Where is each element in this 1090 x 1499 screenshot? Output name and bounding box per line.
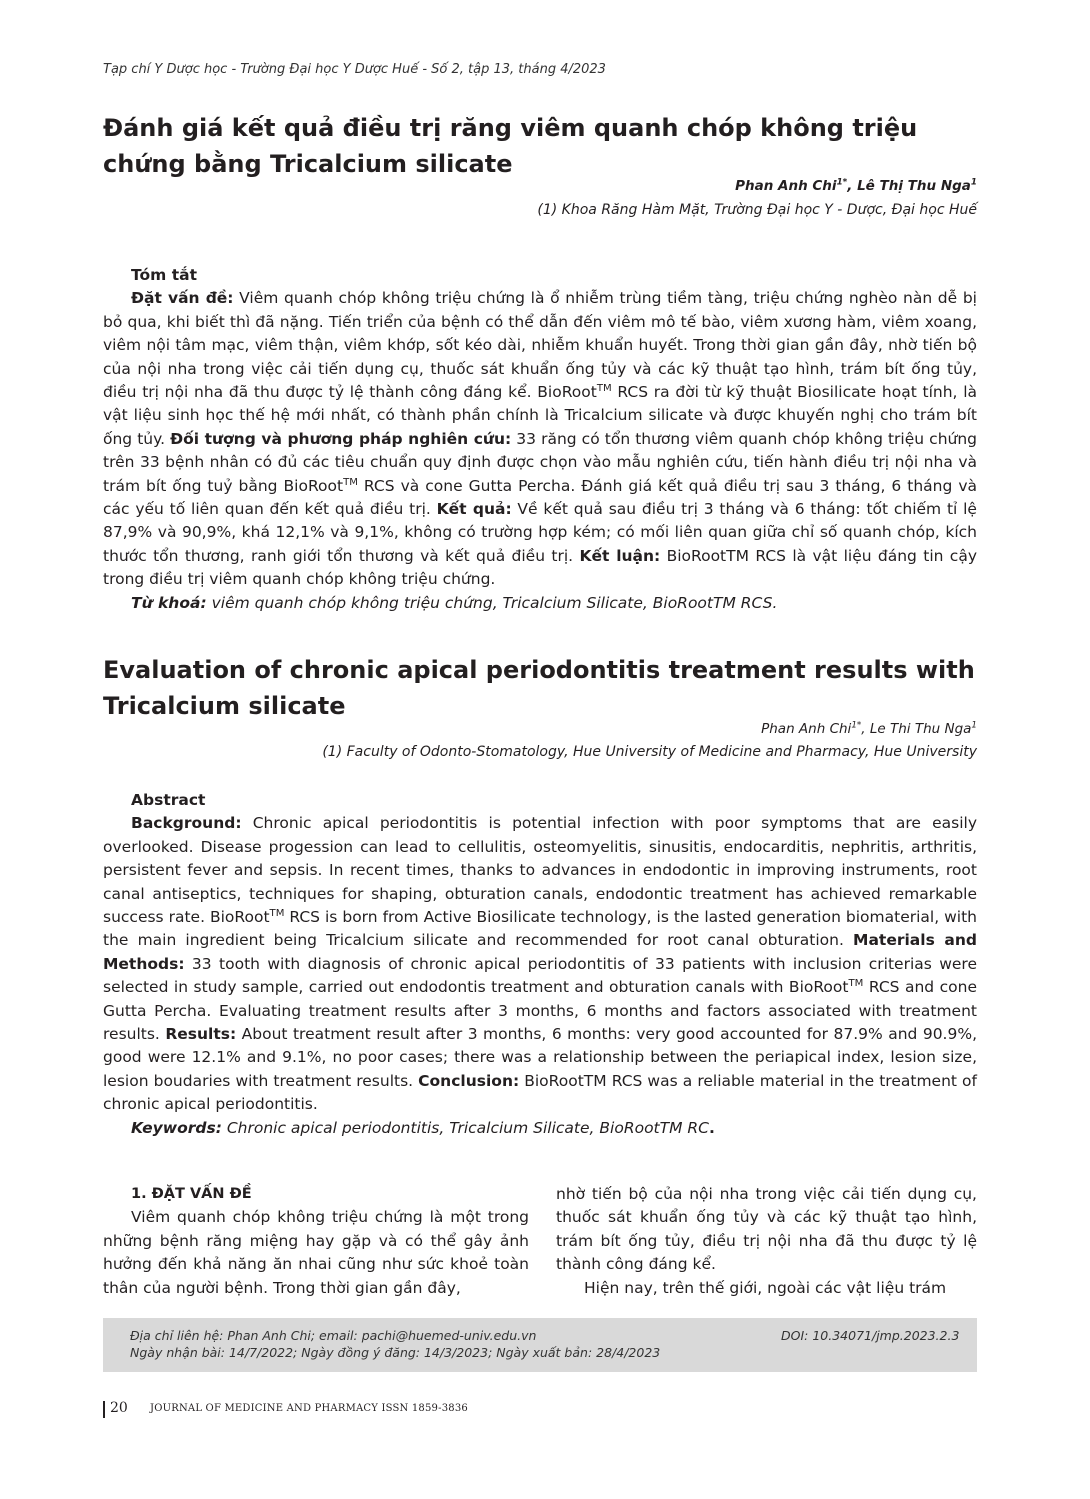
abstract-heading-en: Abstract: [131, 791, 206, 809]
article-dates: Ngày nhận bài: 14/7/2022; Ngày đồng ý đăng: 14/3/2023; Ngày xuất bản: 28/4/2023: [130, 1345, 661, 1360]
author-name-2: , Lê Thị Thu Nga: [847, 178, 971, 194]
author-sup-en: 1*: [851, 720, 862, 731]
keywords-label-vn: Từ khoá:: [131, 593, 207, 612]
abstract-heading-vn: Tóm tắt: [131, 266, 197, 284]
background-text-en-2: RCS is born from Active Biosilicate technology, is the lasted generation biomaterial, with the main ingredient being Tricalcium silicate and recommended for root canal obturation.: [103, 908, 978, 950]
author-name-en: Phan Anh Chi: [761, 721, 852, 737]
results-text-vn: Về kết quả sau điều trị 3 tháng và 6 tháng: tốt chiếm tỉ lệ 87,9% và 90,9%, khá 12,1% và 9,1%, không có trường hợp kém; có mối liên quan giữa chỉ số quanh chóp, kích thước tổn thương, ranh giới tổn thương và kết quả điều trị.: [103, 500, 977, 565]
article-title-en: Evaluation of chronic apical periodontitis treatment results with Tricalcium silicate: [103, 656, 975, 720]
results-text-en: About treatment result after 3 months, 6 months: very good accounted for 87.9% and 90.9%, good were 12.1% and 9.1%, no poor cases; there was a relationship between the periapical index, lesion size, lesion boudaries with treatment results.: [103, 1025, 977, 1090]
conclusion-text-vn: BioRootTM RCS là vật liệu đáng tin cậy trong điều trị viêm quanh chóp không triệu chứng.: [103, 546, 977, 589]
journal-header: Tạp chí Y Dược học - Trường Đại học Y Dược Huế - Số 2, tập 13, tháng 4/2023: [103, 62, 606, 77]
authors-en: [761, 721, 977, 737]
author-sup: 1*: [836, 177, 848, 188]
methods-text-en: 33 tooth with diagnosis of chronic apical periodontitis of 33 patients with inclusion criterias were selected in study sample, carried out endodontis treatment and obturation canals with BioRoot: [103, 954, 977, 997]
keywords-end-en: .: [709, 1118, 715, 1137]
conclusion-label-en: Conclusion:: [418, 1071, 520, 1090]
background-text-en: Chronic apical periodontitis is potential infection with poor symptoms that are easily overlooked. Disease progession can lead to cellulitis, osteomyelitis, sinusitis, endocarditis, nephritis, arthritis, persistent fever and sepsis. In recent times, thanks to advances in endodontic in improving instruments, root canal antiseptics, techniques for shaping, obturation canals, endodontic treatment has achieved remarkable success rate. BioRoot: [103, 814, 977, 927]
keywords-vn: [131, 594, 777, 612]
contact-address: Địa chỉ liên hệ: Phan Anh Chi; email: pachi@huemed-univ.edu.vn: [130, 1328, 537, 1343]
author-sup-2: 1: [970, 177, 977, 188]
methods-label-vn: Đối tượng và phương pháp nghiên cứu:: [170, 429, 512, 448]
background-text-vn: Viêm quanh chóp không triệu chứng là ổ nhiễm trùng tiềm tàng, triệu chứng nghèo nàn dễ bị bỏ qua, khi biết thì đã nặng. Tiến triển của bệnh có thể dẫn đến viêm mô tế bào, viêm xương hàm, viêm xoang, viêm nội tâm mạc, viêm thận, viêm khớp, sốt kéo dài, nhiễm khuẩn huyết. Trong thời gian gần đây, nhờ tiến bộ của nội nha trong việc cải tiến dụng cụ, thuốc sát khuẩn ống tủy và các kỹ thuật tạo hình, trám bít ống tủy, điều trị nội nha đã thu được tỷ lệ thành công đáng kể. BioRoot: [103, 289, 977, 402]
background-label-en: Background:: [131, 814, 242, 833]
methods-text-vn: 33 răng có tổn thương viêm quanh chóp không triệu chứng trên 33 bệnh nhân có đủ các tiêu chuẩn quy định được chọn vào mẫu nghiên cứu, tiến hành điều trị nội nha và trám bít ống tuỷ bằng BioRoot: [103, 429, 978, 495]
methods-text-en-2: RCS and cone Gutta Percha. Evaluating treatment results after 3 months, 6 months and factors associated with treatment results.: [103, 978, 978, 1044]
section-1-left-column: [103, 1183, 529, 1300]
methods-text-vn-2: RCS và cone Gutta Percha. Đánh giá kết quả điều trị sau 3 tháng, 6 tháng và các yếu tố liên quan đến kết quả điều trị.: [103, 476, 977, 519]
section-1-right-column: [556, 1183, 977, 1300]
author-name: Phan Anh Chi: [735, 178, 837, 194]
conclusion-text-en: BioRootTM RCS was a reliable material in the treatment of chronic apical periodontitis.: [103, 1071, 977, 1114]
keywords-text-vn: viêm quanh chóp không triệu chứng, Tricalcium Silicate, BioRootTM RCS.: [206, 593, 778, 612]
results-label-en: Results:: [165, 1025, 237, 1044]
tm-mark-en-2: TM: [848, 978, 864, 990]
page-number-divider: [103, 1401, 105, 1418]
background-text-vn-2: RCS ra đời từ kỹ thuật Biosilicate hoạt tính, là vật liệu sinh học thế hệ mới nhất, có thành phần chính là Tricalcium silicate và được khuyến nghị cho trám bít ống tủy.: [103, 383, 977, 448]
affiliation-vn: (1) Khoa Răng Hàm Mặt, Trường Đại học Y - Dược, Đại học Huế: [537, 202, 977, 218]
author-sup-en-2: 1: [971, 720, 977, 731]
page-number: 20: [110, 1400, 128, 1416]
background-label-vn: Đặt vấn đề:: [131, 289, 234, 308]
doi: DOI: 10.34071/jmp.2023.2.3: [781, 1328, 960, 1343]
footer-journal-name: JOURNAL OF MEDICINE AND PHARMACY ISSN 1859-3836: [150, 1403, 468, 1414]
authors-vn: [735, 178, 977, 194]
section-1-heading: 1. ĐẶT VẤN ĐỀ: [131, 1186, 252, 1202]
conclusion-label-vn: Kết luận:: [579, 546, 661, 565]
tm-mark: TM: [596, 382, 612, 394]
section-1-right-text: nhờ tiến bộ của nội nha trong việc cải tiến dụng cụ, thuốc sát khuẩn ống tủy và các kỹ thuật tạo hình, trám bít ống tủy, điều trị nội nha đã thu được tỷ lệ thành công đáng kể.: [556, 1185, 977, 1274]
author-name-en-2: , Le Thi Thu Nga: [861, 721, 972, 737]
tm-mark-en: TM: [269, 907, 285, 919]
keywords-label-en: Keywords:: [131, 1118, 222, 1137]
affiliation-en: (1) Faculty of Odonto-Stomatology, Hue University of Medicine and Pharmacy, Hue University: [322, 744, 977, 760]
keywords-en: [131, 1119, 715, 1137]
article-title-vn: Đánh giá kết quả điều trị răng viêm quanh chóp không triệu chứng bằng Tricalcium silicate: [103, 114, 918, 178]
results-label-vn: Kết quả:: [436, 500, 512, 519]
section-1-left-text: Viêm quanh chóp không triệu chứng là một trong những bệnh răng miệng hay gặp và có thể gây ảnh hưởng đến khả năng ăn nhai cũng như sức khoẻ toàn thân của người bệnh. Trong thời gian gần đây,: [103, 1208, 529, 1297]
section-1-right-text-2: Hiện nay, trên thế giới, ngoài các vật liệu trám: [584, 1278, 947, 1297]
abstract-vn: [103, 264, 977, 615]
abstract-en: [103, 789, 977, 1140]
tm-mark-2: TM: [343, 476, 358, 488]
keywords-text-en: Chronic apical periodontitis, Tricalcium Silicate, BioRootTM RC: [221, 1118, 709, 1137]
methods-label-en: Materials and Methods:: [103, 931, 977, 973]
